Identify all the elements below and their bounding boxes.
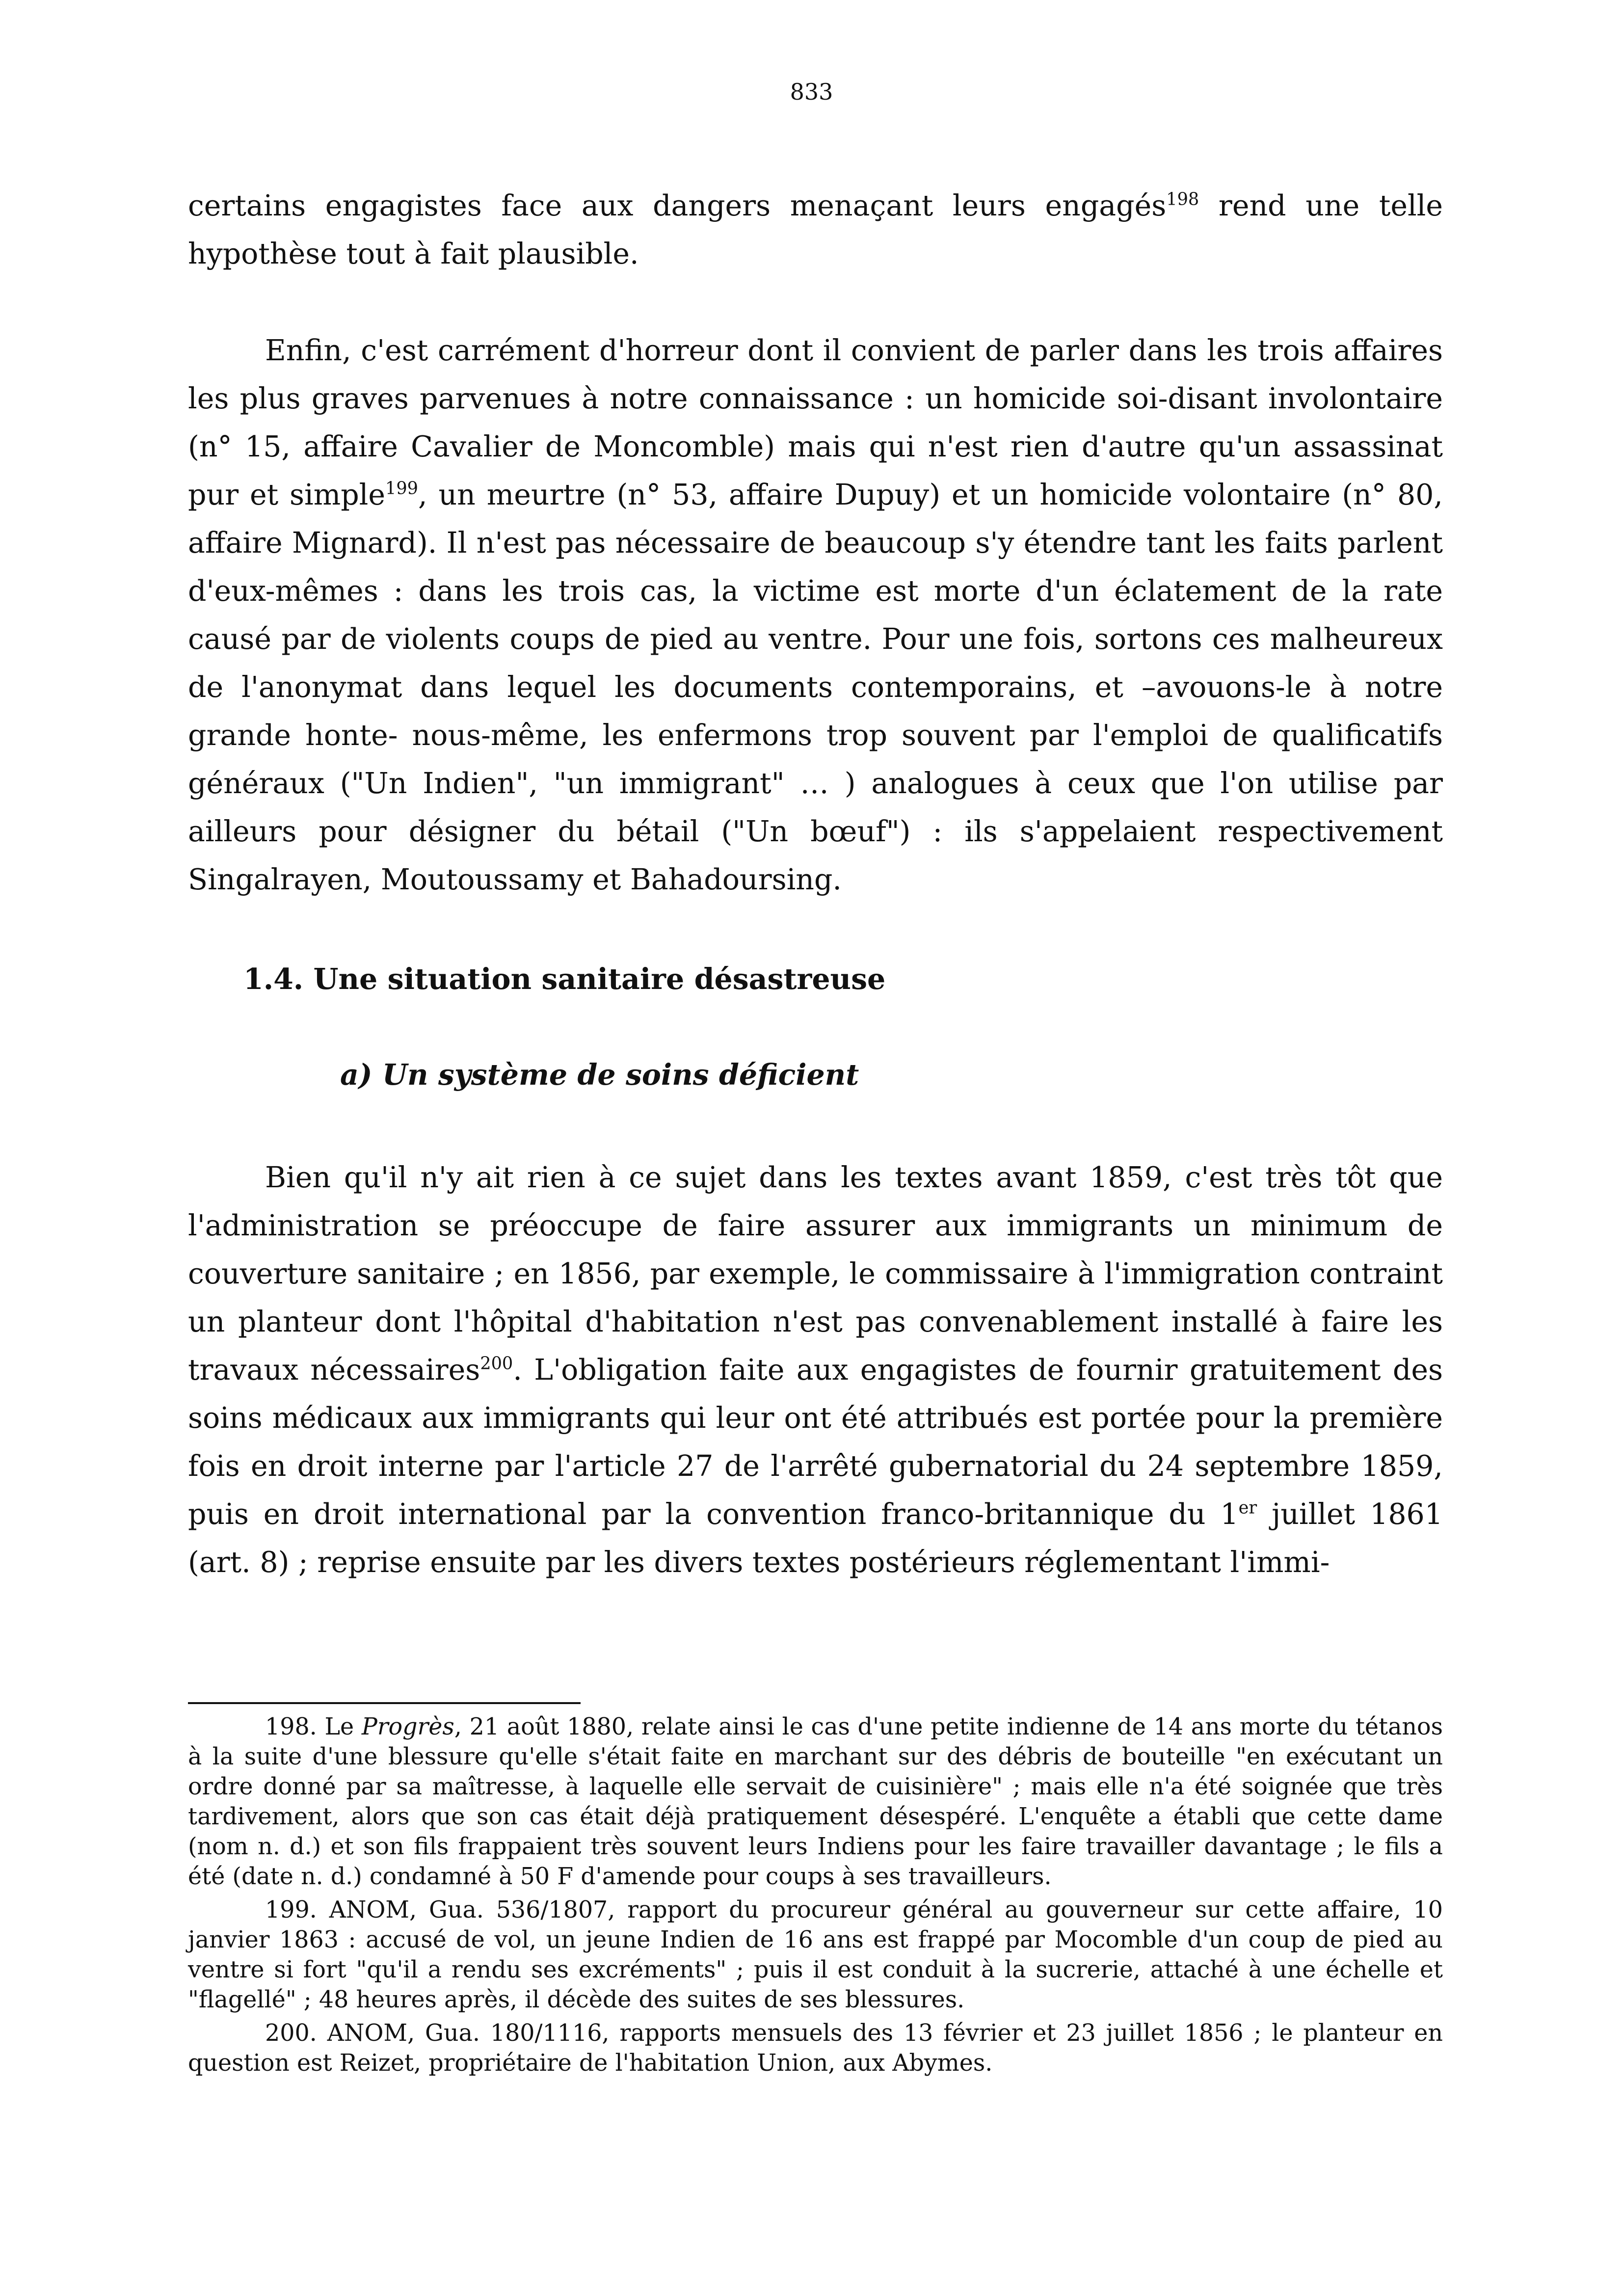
footnote-198-text-a: 198. Le [265, 1713, 362, 1740]
footnote-ref-200: 200 [480, 1353, 513, 1374]
paragraph-1-text-b: rend une telle hypothèse tout à fait plausible. [188, 189, 1443, 270]
subsection-heading: a) Un système de soins déficient [340, 1058, 859, 1092]
footnote-ref-199: 199 [385, 478, 418, 499]
footnote-199: 199. ANOM, Gua. 536/1807, rapport du procureur général au gouverneur sur cette affaire, 10 janvier 1863 : accusé de vol, un jeune Indien de 16 ans est frappé par Mocomble d'un coup de pied au ventre si fort "qu'il a rendu ses excréments" ; puis il est conduit à la sucrerie, attaché à une échelle et "flagellé" ; 48 heures après, il décède des suites de ses blessures. [188, 1896, 1443, 2013]
section-heading: 1.4. Une situation sanitaire désastreuse [243, 962, 886, 996]
paragraph-2-text-a: Enfin, c'est carrément d'horreur dont il convient de parler dans les trois affaires les plus graves parvenues à notre connaissance : un homicide soi-disant involontaire (n° 15, affaire Cavalier de Moncomble) mais qui n'est rien d'autre qu'un assassinat pur et simple [188, 334, 1443, 511]
paragraph-3-text-b: . L'obligation faite aux engagistes de fournir gratuitement des soins médicaux aux immigrants qui leur ont été attribués est portée pour la première fois en droit interne par l'article 27 de l'arrêté gubernatorial du 24 septembre 1859, puis en droit international par la convention franco-britannique du 1 [188, 1353, 1443, 1531]
paragraph-3-text-c: juillet 1861 (art. 8) ; reprise ensuite par les divers textes postérieurs réglementant l'immi- [188, 1497, 1443, 1579]
page-number: 833 [790, 79, 833, 105]
paragraph-3 [188, 1153, 1443, 1586]
footnotes [188, 1712, 1443, 2082]
footnote-200: 200. ANOM, Gua. 180/1116, rapports mensuels des 13 février et 23 juillet 1856 ; le planteur en question est Reizet, propriétaire de l'habitation Union, aux Abymes. [188, 2020, 1443, 2077]
ordinal-superscript: er [1238, 1497, 1257, 1518]
footnote-198-newspaper-title: Progrès [361, 1713, 454, 1740]
footnote-ref-198: 198 [1166, 189, 1199, 210]
paragraph-2-text-b: , un meurtre (n° 53, affaire Dupuy) et un homicide volontaire (n° 80, affaire Mignard). Il n'est pas nécessaire de beaucoup s'y étendre tant les faits parlent d'eux-mêmes : dans les trois cas, la victime est morte d'un éclatement de la rate causé par de violents coups de pied au ventre. Pour une fois, sortons ces malheureux de l'anonymat dans lequel les documents contemporains, et –avouons-le à notre grande honte- nous-même, les enfermons trop souvent par l'emploi de qualificatifs généraux ("Un Indien", "un immigrant" … ) analogues à ceux que l'on utilise par ailleurs pour désigner du bétail ("Un bœuf") : ils s'appelaient respectivement Singalrayen, Moutoussamy et Bahadoursing. [188, 478, 1443, 896]
paragraph-3-text-a: Bien qu'il n'y ait rien à ce sujet dans les textes avant 1859, c'est très tôt que l'administration se préoccupe de faire assurer aux immigrants un minimum de couverture sanitaire ; en 1856, par exemple, le commissaire à l'immigration contraint un planteur dont l'hôpital d'habitation n'est pas convenablement installé à faire les travaux nécessaires [188, 1161, 1443, 1387]
paragraph-1-text-a: certains engagistes face aux dangers menaçant leurs engagés [188, 189, 1167, 222]
paragraph-1 [188, 182, 1443, 278]
footnote-198 [188, 1712, 1443, 1892]
footnote-198-text-b: , 21 août 1880, relate ainsi le cas d'une petite indienne de 14 ans morte du tétanos à la suite d'une blessure qu'elle s'était faite en marchant sur des débris de bouteille "en exécutant un ordre donné par sa maîtresse, à laquelle elle servait de cuisinière" ; mais elle n'a été soignée que très tardivement, alors que son cas était déjà pratiquement désespéré. L'enquête a établi que cette dame (nom n. d.) et son fils frappaient très souvent leurs Indiens pour les faire travailler davantage ; le fils a été (date n. d.) condamné à 50 F d'amende pour coups à ses travailleurs. [188, 1713, 1443, 1890]
paragraph-2 [188, 326, 1443, 904]
footnote-separator [188, 1702, 581, 1704]
